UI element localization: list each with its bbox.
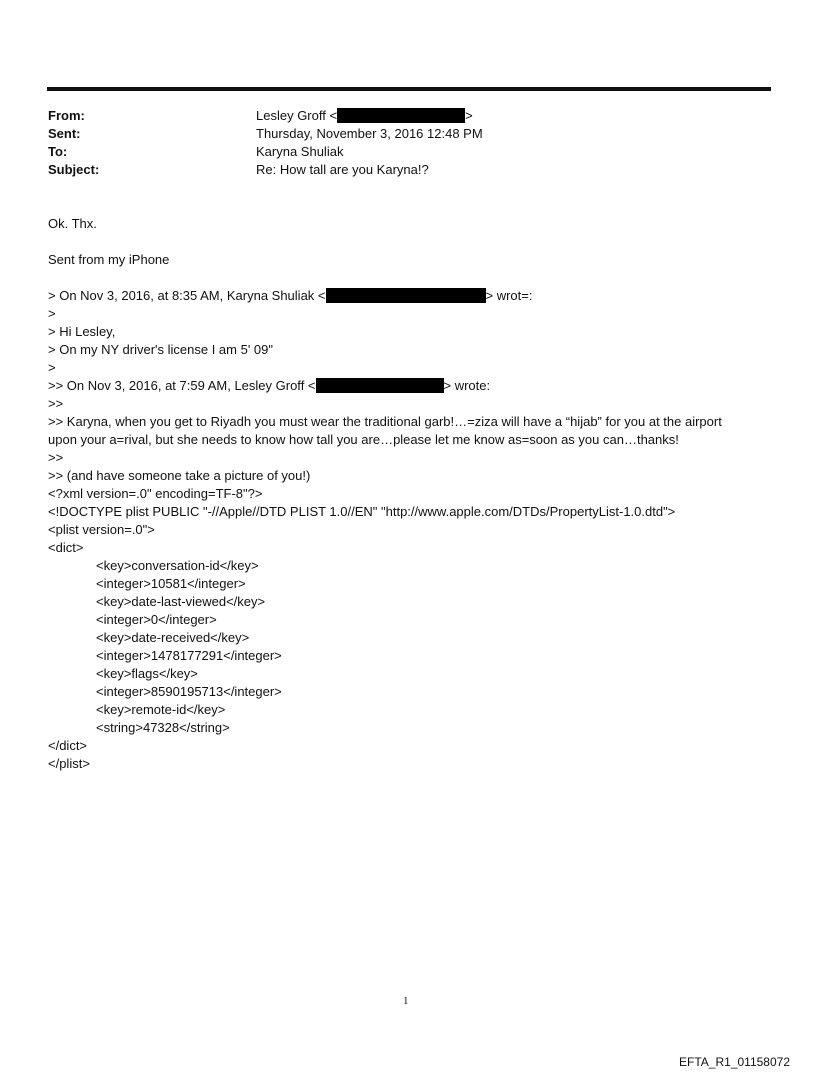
- plist-close: </plist>: [48, 756, 90, 771]
- sent-label: Sent:: [48, 126, 81, 141]
- quote-line: >: [48, 306, 56, 321]
- to-label: To:: [48, 144, 68, 159]
- from-close: >: [465, 108, 473, 123]
- from-value: [256, 108, 473, 123]
- plist-entry: <integer>0</integer>: [96, 612, 217, 627]
- header-rule: [47, 87, 771, 91]
- quote-header-2-prefix: >> On Nov 3, 2016, at 7:59 AM, Lesley Groff <: [48, 378, 316, 393]
- dict-open: <dict>: [48, 540, 84, 555]
- subject-value: Re: How tall are you Karyna!?: [256, 162, 429, 177]
- quote-header-1-suffix: > wrot=:: [485, 288, 533, 303]
- plist-entry: <key>date-received</key>: [96, 630, 250, 645]
- redaction-box: [316, 378, 444, 393]
- quote-header-1-prefix: > On Nov 3, 2016, at 8:35 AM, Karyna Shuliak <: [48, 288, 326, 303]
- quote-header-1: [48, 288, 532, 303]
- signature-text: Sent from my iPhone: [48, 252, 170, 267]
- sent-value: Thursday, November 3, 2016 12:48 PM: [256, 126, 483, 141]
- redaction-box: [326, 288, 486, 303]
- quote-line: >> Karyna, when you get to Riyadh you must wear the traditional garb!…=ziza will have a “hijab” for you at the airport: [48, 414, 722, 429]
- quote-line: >> (and have someone take a picture of you!): [48, 468, 311, 483]
- plist-entry: <integer>8590195713</integer>: [96, 684, 282, 699]
- plist-entry: <key>date-last-viewed</key>: [96, 594, 266, 609]
- quote-header-2: [48, 378, 490, 393]
- plist-entry: <key>remote-id</key>: [96, 702, 226, 717]
- plist-xml-decl: <?xml version=.0" encoding=TF-8"?>: [48, 486, 263, 501]
- quote-line: >>: [48, 396, 64, 411]
- plist-entry: <integer>10581</integer>: [96, 576, 246, 591]
- page-number: 1: [403, 995, 409, 1007]
- subject-label: Subject:: [48, 162, 100, 177]
- quote-line: >>: [48, 450, 64, 465]
- to-value: Karyna Shuliak: [256, 144, 344, 159]
- plist-entry: <string>47328</string>: [96, 720, 230, 735]
- quote-line: > Hi Lesley,: [48, 324, 116, 339]
- from-name: Lesley Groff <: [256, 108, 338, 123]
- plist-doctype: <!DOCTYPE plist PUBLIC "-//Apple//DTD PLIST 1.0//EN" "http://www.apple.com/DTDs/PropertyList-1.0.dtd">: [48, 504, 676, 519]
- quote-line: > On my NY driver's license I am 5' 09": [48, 342, 274, 357]
- quote-header-2-suffix: > wrote:: [443, 378, 491, 393]
- plist-entry: <integer>1478177291</integer>: [96, 648, 282, 663]
- dict-close: </dict>: [48, 738, 88, 753]
- reply-text: Ok. Thx.: [48, 216, 97, 231]
- plist-entry: <key>conversation-id</key>: [96, 558, 259, 573]
- plist-open: <plist version=.0">: [48, 522, 155, 537]
- redaction-box: [337, 108, 465, 123]
- from-label: From:: [48, 108, 85, 123]
- quote-line: >: [48, 360, 56, 375]
- bates-number: EFTA_R1_01158072: [679, 1055, 790, 1069]
- plist-entry: <key>flags</key>: [96, 666, 198, 681]
- quote-line: upon your a=rival, but she needs to know how tall you are…please let me know as=soon as you can…thanks!: [48, 432, 679, 447]
